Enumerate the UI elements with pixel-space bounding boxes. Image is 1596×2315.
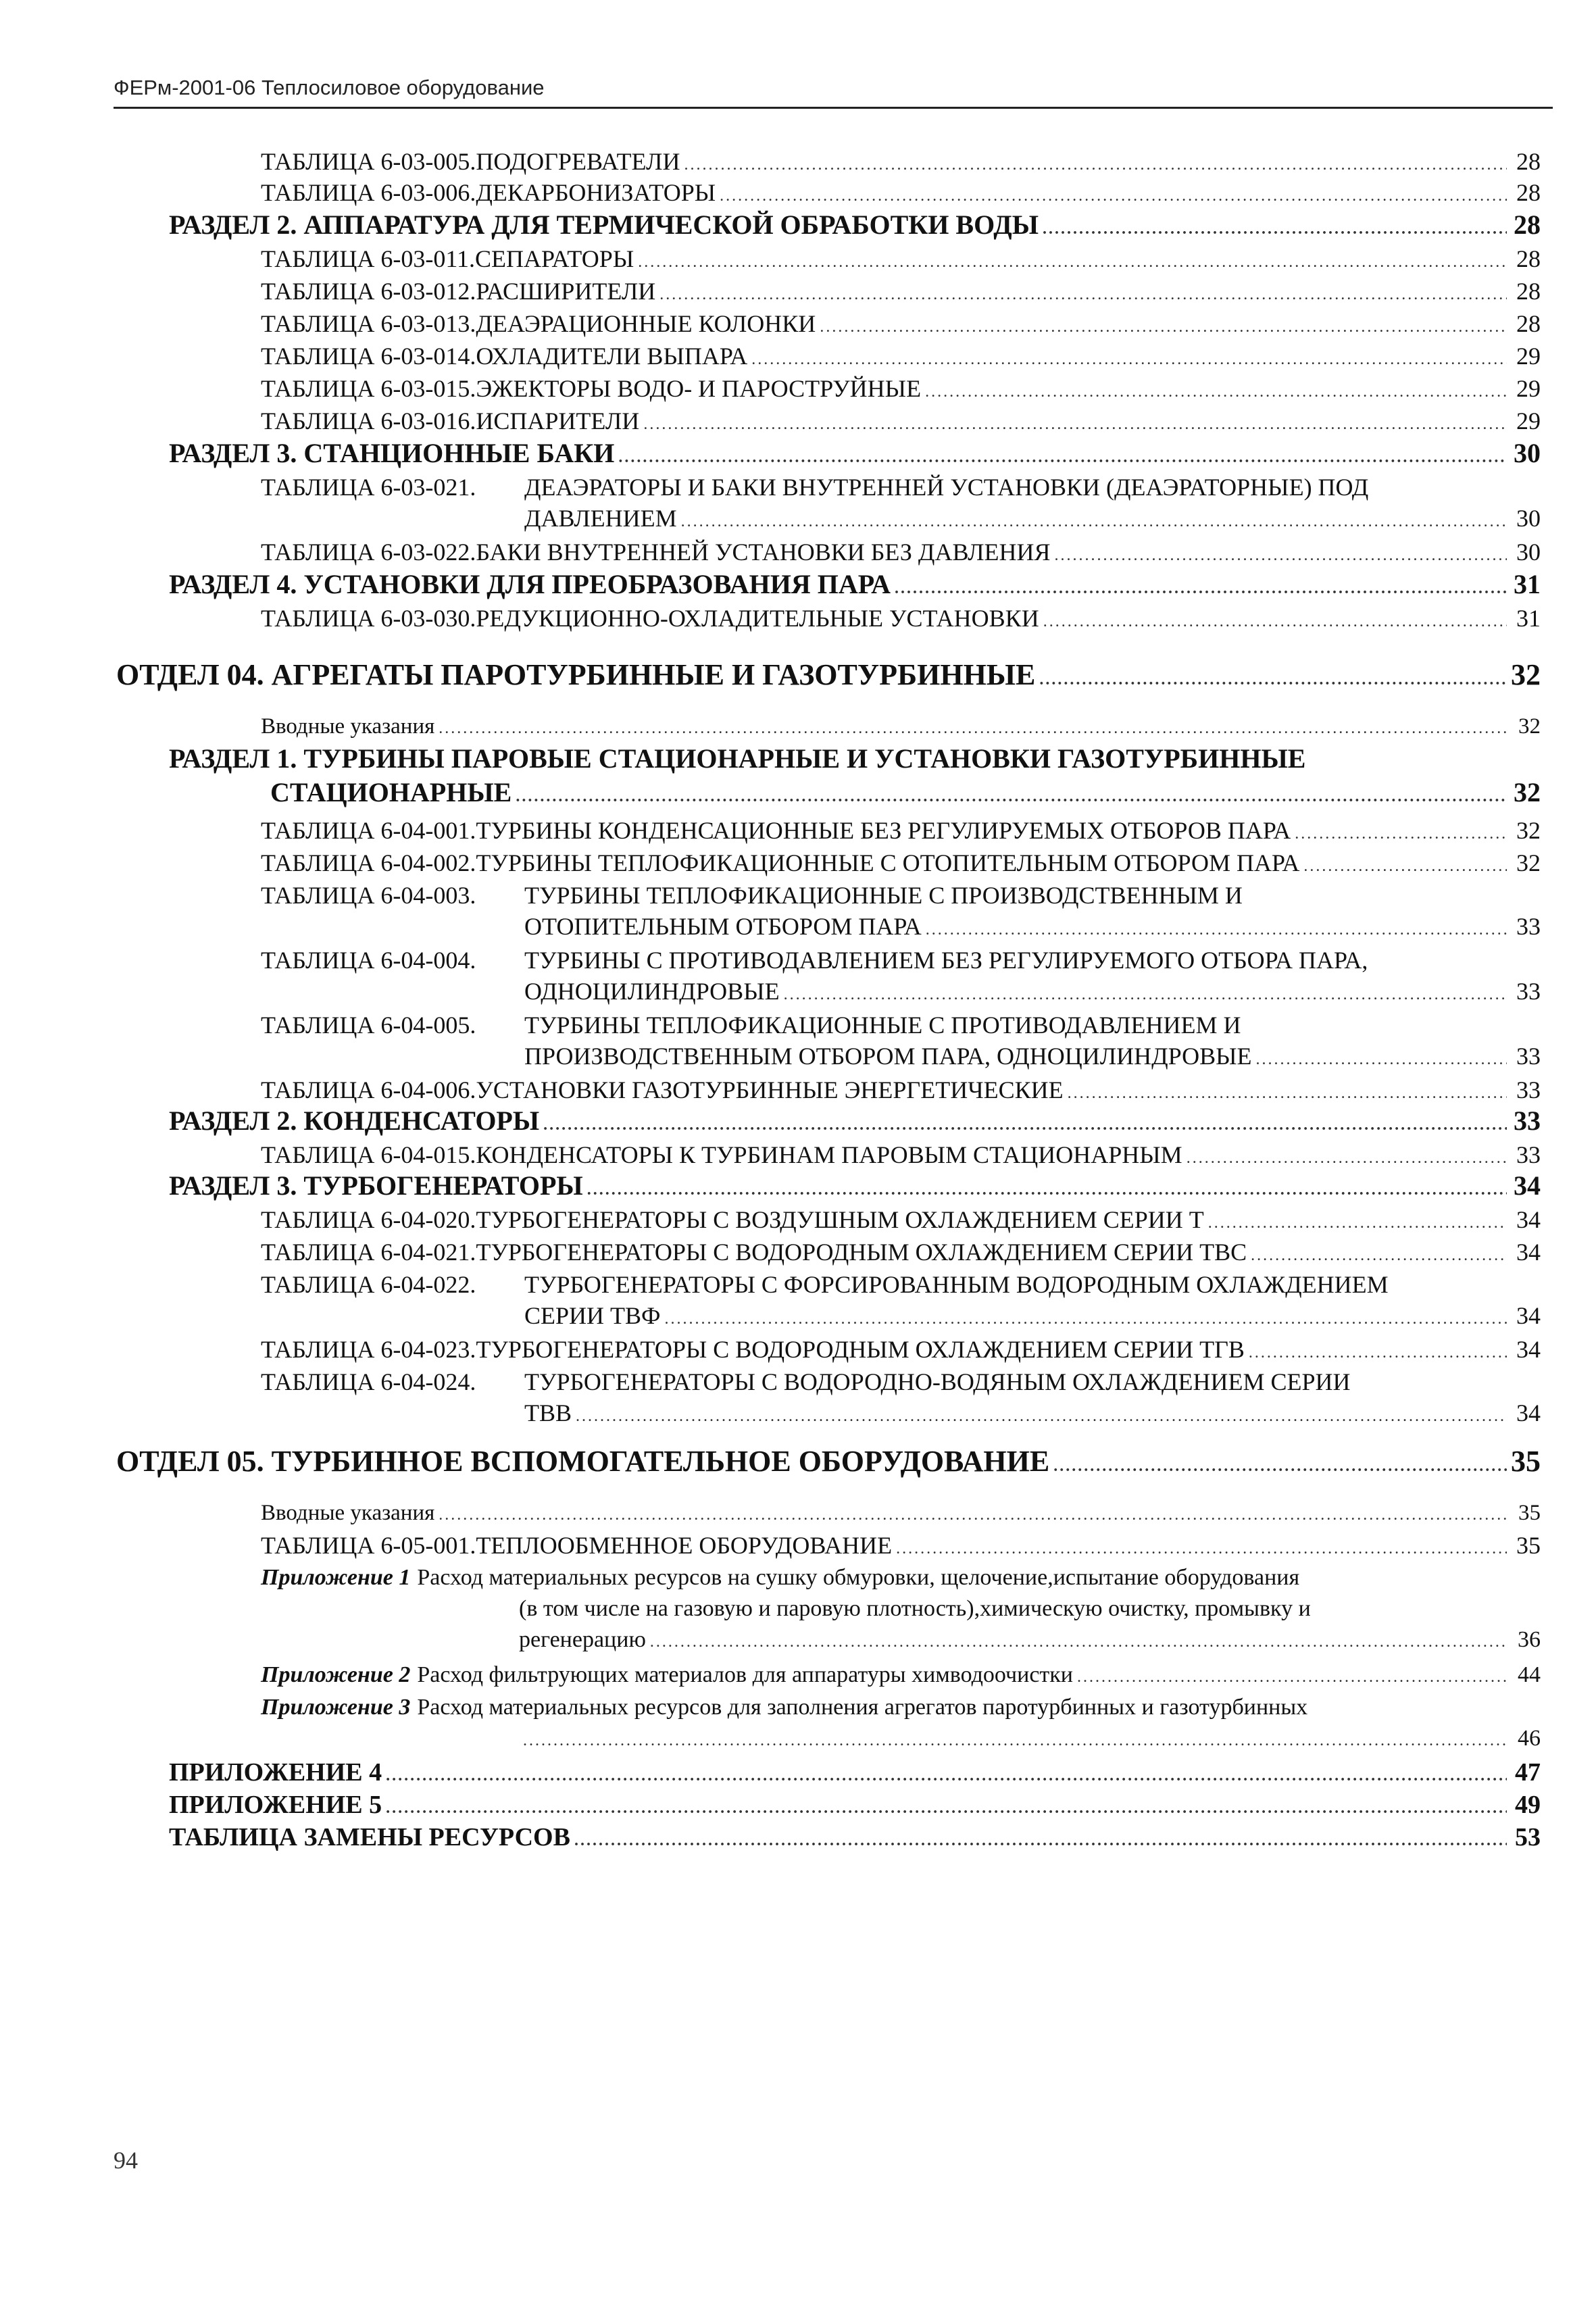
toc-title-line2: СЕРИИ ТВФ (524, 1302, 661, 1329)
leader-dots (439, 1499, 1507, 1530)
toc-title-line2: ОДНОЦИЛИНДРОВЫЕ (524, 978, 780, 1005)
toc-title-line1: ТУРБИНЫ С ПРОТИВОДАВЛЕНИЕМ БЕЗ РЕГУЛИРУЕМОГО ОТБОРА ПАРА, (524, 947, 1368, 974)
toc-title-line1: РАЗДЕЛ 1. ТУРБИНЫ ПАРОВЫЕ СТАЦИОНАРНЫЕ И УСТАНОВКИ ГАЗОТУРБИННЫЕ (169, 743, 1306, 774)
leader-dots (896, 1533, 1507, 1564)
toc-title: ОТДЕЛ 05. ТУРБИННОЕ ВСПОМОГАТЕЛЬНОЕ ОБОРУДОВАНИЕ (116, 1445, 1050, 1478)
toc-entry[interactable] (261, 373, 1541, 407)
leader-dots (643, 409, 1507, 440)
toc-title: ТУРБОГЕНЕРАТОРЫ С ВОДОРОДНЫМ ОХЛАЖДЕНИЕМ СЕРИИ ТГВ (476, 1336, 1245, 1363)
toc-title-line2: (в том числе на газовую и паровую плотность),химическую очистку, промывку и (519, 1596, 1311, 1621)
toc-title: ТУРБИНЫ ТЕПЛОФИКАЦИОННЫЕ С ОТОПИТЕЛЬНЫМ ОТБОРОМ ПАРА (476, 849, 1300, 876)
toc-page: 36 (1518, 1627, 1541, 1652)
toc-entry[interactable] (261, 177, 1541, 211)
toc-code: ТАБЛИЦА 6-03-022. (261, 539, 476, 566)
leader-dots (1256, 1044, 1507, 1075)
toc-section[interactable] (169, 438, 1541, 473)
toc-page: 28 (1516, 278, 1541, 305)
toc-section[interactable] (169, 569, 1541, 604)
leader-dots (1303, 851, 1507, 882)
toc-title: ПРИЛОЖЕНИЕ 5 (169, 1791, 382, 1819)
toc-code: ТАБЛИЦА 6-04-002. (261, 849, 476, 876)
leader-dots (684, 149, 1507, 180)
toc-entry[interactable] (261, 341, 1541, 375)
toc-title: БАКИ ВНУТРЕННЕЙ УСТАНОВКИ БЕЗ ДАВЛЕНИЯ (476, 539, 1051, 566)
toc-title-line2: ТВВ (524, 1399, 572, 1426)
toc-title: КОНДЕНСАТОРЫ К ТУРБИНАМ ПАРОВЫМ СТАЦИОНАРНЫМ (476, 1141, 1182, 1168)
toc-code: ТАБЛИЦА 6-04-015. (261, 1141, 476, 1168)
toc-title: ТУРБОГЕНЕРАТОРЫ С ВОЗДУШНЫМ ОХЛАЖДЕНИЕМ СЕРИИ Т (476, 1206, 1204, 1233)
leader-dots (386, 1760, 1507, 1791)
toc-entry[interactable] (261, 815, 1541, 849)
toc-entry[interactable] (261, 603, 1541, 637)
toc-page: 31 (1516, 605, 1541, 632)
toc-department[interactable] (116, 1446, 1541, 1482)
leader-dots (576, 1401, 1507, 1432)
toc-title: ПРИЛОЖЕНИЕ 4 (169, 1758, 382, 1787)
toc-page: 34 (1514, 1170, 1541, 1201)
toc-title-line1: ДЕАЭРАТОРЫ И БАКИ ВНУТРЕННЕЙ УСТАНОВКИ (ДЕАЭРАТОРНЫЕ) ПОД (524, 474, 1369, 501)
toc-code: ТАБЛИЦА 6-03-030. (261, 605, 476, 632)
toc-entry[interactable] (261, 1204, 1541, 1239)
toc-code: ТАБЛИЦА 6-03-012. (261, 278, 476, 305)
toc-code: ТАБЛИЦА 6-03-011. (261, 245, 476, 272)
leader-dots (574, 1825, 1507, 1856)
toc-title: Расход материальных ресурсов для заполнения агрегатов паротурбинных и газотурбинных (417, 1695, 1308, 1720)
toc-page: 44 (1518, 1662, 1541, 1687)
toc-code: ТАБЛИЦА 6-03-021. (261, 474, 476, 501)
leader-dots (587, 1174, 1507, 1205)
toc-code: ТАБЛИЦА 6-04-024. (261, 1368, 476, 1395)
toc-entry[interactable] (261, 1139, 1541, 1174)
toc-page: 33 (1516, 978, 1541, 1005)
toc-page: 28 (1516, 179, 1541, 206)
toc-entry[interactable] (261, 146, 1541, 180)
toc-title: ТАБЛИЦА ЗАМЕНЫ РЕСУРСОВ (169, 1823, 570, 1851)
toc-title: ИСПАРИТЕЛИ (476, 407, 640, 434)
toc-entry[interactable] (261, 405, 1541, 440)
appendix-label: Приложение 2 (261, 1662, 411, 1687)
leader-dots (1055, 540, 1507, 571)
leader-dots (523, 1725, 1507, 1756)
running-header: ФЕРм-2001-06 Теплосиловое оборудование (114, 76, 545, 99)
toc-page: 34 (1516, 1206, 1541, 1233)
leader-dots (925, 376, 1507, 407)
toc-entry[interactable] (261, 1334, 1541, 1368)
leader-dots (516, 781, 1507, 812)
toc-title-line1: ТУРБИНЫ ТЕПЛОФИКАЦИОННЫЕ С ПРОТИВОДАВЛЕНИЕМ И (524, 1012, 1241, 1039)
toc-title: ОХЛАДИТЕЛИ ВЫПАРА (476, 343, 748, 370)
toc-page: 30 (1514, 438, 1541, 468)
toc-title: РАЗДЕЛ 2. КОНДЕНСАТОРЫ (169, 1105, 540, 1136)
toc-code: ТАБЛИЦА 6-05-001. (261, 1532, 476, 1559)
toc-title: РАЗДЕЛ 2. АППАРАТУРА ДЛЯ ТЕРМИЧЕСКОЙ ОБРАБОТКИ ВОДЫ (169, 209, 1039, 240)
toc-department[interactable] (116, 659, 1541, 695)
toc-code: ТАБЛИЦА 6-04-021. (261, 1239, 476, 1266)
toc-code: ТАБЛИЦА 6-03-016. (261, 407, 476, 434)
toc-entry[interactable] (261, 1530, 1541, 1564)
toc-entry[interactable] (261, 847, 1541, 882)
toc-title: РАЗДЕЛ 4. УСТАНОВКИ ДЛЯ ПРЕОБРАЗОВАНИЯ ПАРА (169, 569, 891, 599)
toc-code: ТАБЛИЦА 6-04-022. (261, 1271, 476, 1298)
toc-title: ДЕКАРБОНИЗАТОРЫ (476, 179, 716, 206)
toc-code: ТАБЛИЦА 6-03-006. (261, 179, 476, 206)
toc-appendix[interactable] (261, 1660, 1541, 1693)
toc-section[interactable] (169, 743, 1541, 812)
toc-code: ТАБЛИЦА 6-03-015. (261, 375, 476, 402)
leader-dots (751, 344, 1507, 375)
toc-title-line1: ТУРБОГЕНЕРАТОРЫ С ВОДОРОДНО-ВОДЯНЫМ ОХЛАЖДЕНИЕМ СЕРИИ (524, 1368, 1351, 1395)
toc-page: 29 (1516, 407, 1541, 434)
leader-dots (1295, 818, 1507, 849)
toc-entry[interactable] (261, 472, 1541, 537)
toc-entry[interactable] (261, 945, 1541, 1010)
toc-page: 33 (1516, 913, 1541, 940)
toc-title: РАЗДЕЛ 3. ТУРБОГЕНЕРАТОРЫ (169, 1170, 583, 1201)
toc-entry[interactable] (261, 308, 1541, 343)
toc-entry[interactable] (261, 537, 1541, 571)
toc-title-line1: ТУРБИНЫ ТЕПЛОФИКАЦИОННЫЕ С ПРОИЗВОДСТВЕННЫМ И (524, 882, 1243, 909)
toc-code: ТАБЛИЦА 6-03-005. (261, 148, 476, 175)
toc-page: 33 (1516, 1141, 1541, 1168)
toc-page: 33 (1516, 1043, 1541, 1070)
toc-title: ПОДОГРЕВАТЕЛИ (476, 148, 680, 175)
toc-entry[interactable] (261, 1497, 1541, 1530)
toc-title: Расход фильтрующих материалов для аппаратуры химводоочистки (417, 1662, 1074, 1687)
toc-title: ДЕАЭРАЦИОННЫЕ КОЛОНКИ (476, 310, 816, 337)
leader-dots (650, 1626, 1507, 1658)
leader-dots (820, 312, 1507, 343)
toc-page: 31 (1514, 569, 1541, 599)
toc-page: 35 (1518, 1501, 1541, 1525)
leader-dots (926, 914, 1507, 945)
toc-page: 29 (1516, 343, 1541, 370)
toc-page: 28 (1516, 310, 1541, 337)
toc-page: 30 (1516, 505, 1541, 532)
appendix-label: Приложение 3 (261, 1695, 411, 1720)
leader-dots (543, 1110, 1507, 1141)
toc-page: 28 (1516, 148, 1541, 175)
leader-dots (1208, 1208, 1507, 1239)
toc-page: 30 (1516, 539, 1541, 566)
toc-page: 53 (1515, 1823, 1541, 1851)
toc-code: ТАБЛИЦА 6-04-001. (261, 817, 476, 844)
toc-entry[interactable] (261, 276, 1541, 310)
leader-dots (784, 979, 1507, 1010)
leader-dots (1039, 664, 1507, 695)
toc-page: 34 (1516, 1239, 1541, 1266)
toc-title: ТУРБИНЫ КОНДЕНСАЦИОННЫЕ БЕЗ РЕГУЛИРУЕМЫХ ОТБОРОВ ПАРА (476, 817, 1291, 844)
toc-page: 47 (1515, 1758, 1541, 1787)
toc-code: ТАБЛИЦА 6-03-014. (261, 343, 476, 370)
toc-page: 34 (1516, 1336, 1541, 1363)
toc-code: ТАБЛИЦА 6-03-013. (261, 310, 476, 337)
toc-title: ЭЖЕКТОРЫ ВОДО- И ПАРОСТРУЙНЫЕ (476, 375, 922, 402)
toc-title: ТУРБОГЕНЕРАТОРЫ С ВОДОРОДНЫМ ОХЛАЖДЕНИЕМ СЕРИИ ТВС (476, 1239, 1247, 1266)
leader-dots (1043, 214, 1507, 245)
leader-dots (1053, 1451, 1507, 1482)
toc-page: 35 (1516, 1532, 1541, 1559)
leader-dots (1043, 606, 1507, 637)
leader-dots (1249, 1337, 1507, 1368)
toc-page: 32 (1511, 658, 1541, 691)
toc-title: Вводные указания (261, 1501, 435, 1525)
toc-page: 28 (1514, 209, 1541, 240)
toc-title: СЕПАРАТОРЫ (475, 245, 634, 272)
toc-title: РАЗДЕЛ 3. СТАНЦИОННЫЕ БАКИ (169, 438, 615, 468)
toc-title-line2: ПРОИЗВОДСТВЕННЫМ ОТБОРОМ ПАРА, ОДНОЦИЛИНДРОВЫЕ (524, 1043, 1252, 1070)
toc-code: ТАБЛИЦА 6-04-003. (261, 882, 476, 909)
toc-title: УСТАНОВКИ ГАЗОТУРБИННЫЕ ЭНЕРГЕТИЧЕСКИЕ (476, 1076, 1064, 1103)
page-number: 94 (114, 2147, 138, 2174)
toc-title-line3: регенерацию (519, 1627, 646, 1652)
toc-entry[interactable] (261, 1010, 1541, 1075)
toc-appendix[interactable] (261, 1562, 1541, 1658)
toc-code: ТАБЛИЦА 6-04-004. (261, 947, 476, 974)
toc-section[interactable] (169, 1105, 1541, 1141)
toc-page: 32 (1516, 849, 1541, 876)
leader-dots (1187, 1143, 1507, 1174)
toc-title: Вводные указания (261, 714, 435, 739)
toc-title-line1: Расход материальных ресурсов на сушку обмуровки, щелочение,испытание оборудования (417, 1565, 1300, 1590)
toc-appendix[interactable] (169, 1757, 1541, 1791)
leader-dots (659, 279, 1507, 310)
toc-title-line1: ТУРБОГЕНЕРАТОРЫ С ФОРСИРОВАННЫМ ВОДОРОДНЫМ ОХЛАЖДЕНИЕМ (524, 1271, 1389, 1298)
toc-code: ТАБЛИЦА 6-04-020. (261, 1206, 476, 1233)
toc-page: 32 (1518, 714, 1541, 739)
toc-code: ТАБЛИЦА 6-04-006. (261, 1076, 476, 1103)
toc-title: ТЕПЛООБМЕННОЕ ОБОРУДОВАНИЕ (476, 1532, 893, 1559)
toc-entry[interactable] (261, 243, 1541, 278)
toc-entry[interactable] (261, 1366, 1541, 1432)
leader-dots (681, 506, 1507, 537)
leader-dots (386, 1793, 1507, 1824)
toc-page: 32 (1514, 777, 1541, 807)
toc-page: 35 (1511, 1445, 1541, 1478)
toc-page: 34 (1516, 1399, 1541, 1426)
leader-dots (638, 247, 1507, 278)
toc-entry[interactable] (261, 880, 1541, 945)
toc-page: 34 (1516, 1302, 1541, 1329)
toc-code: ТАБЛИЦА 6-04-023. (261, 1336, 476, 1363)
leader-dots (895, 573, 1507, 604)
leader-dots (1068, 1078, 1507, 1109)
leader-dots (1251, 1240, 1507, 1271)
toc-title-line2: ДАВЛЕНИЕМ (524, 505, 677, 532)
toc-entry[interactable] (261, 711, 1541, 744)
toc-section[interactable] (169, 1170, 1541, 1205)
toc-page: 29 (1516, 375, 1541, 402)
toc-title: РАСШИРИТЕЛИ (476, 278, 656, 305)
toc-appendix[interactable] (169, 1789, 1541, 1824)
toc-page: 32 (1516, 817, 1541, 844)
toc-title: РЕДУКЦИОННО-ОХЛАДИТЕЛЬНЫЕ УСТАНОВКИ (476, 605, 1039, 632)
leader-dots (664, 1303, 1507, 1335)
leader-dots (1077, 1662, 1507, 1693)
leader-dots (720, 180, 1507, 211)
toc-title-line2: СТАЦИОНАРНЫЕ (270, 777, 512, 807)
toc-appendix[interactable] (169, 1822, 1541, 1856)
appendix-label: Приложение 1 (261, 1565, 411, 1590)
toc-page: 33 (1516, 1076, 1541, 1103)
toc-title: ОТДЕЛ 04. АГРЕГАТЫ ПАРОТУРБИННЫЕ И ГАЗОТУРБИННЫЕ (116, 658, 1036, 691)
toc-entry[interactable] (261, 1074, 1541, 1109)
toc-entry[interactable] (261, 1269, 1541, 1335)
toc-page: 33 (1514, 1105, 1541, 1136)
toc-entry[interactable] (261, 1237, 1541, 1271)
toc-appendix[interactable] (261, 1692, 1541, 1756)
toc-page: 49 (1515, 1791, 1541, 1819)
toc-page: 28 (1516, 245, 1541, 272)
leader-dots (618, 442, 1507, 473)
toc-code: ТАБЛИЦА 6-04-005. (261, 1012, 476, 1039)
toc-page: 46 (1518, 1726, 1541, 1751)
leader-dots (439, 713, 1507, 744)
toc-title-line2: ОТОПИТЕЛЬНЫМ ОТБОРОМ ПАРА (524, 913, 922, 940)
toc-section[interactable] (169, 209, 1541, 245)
